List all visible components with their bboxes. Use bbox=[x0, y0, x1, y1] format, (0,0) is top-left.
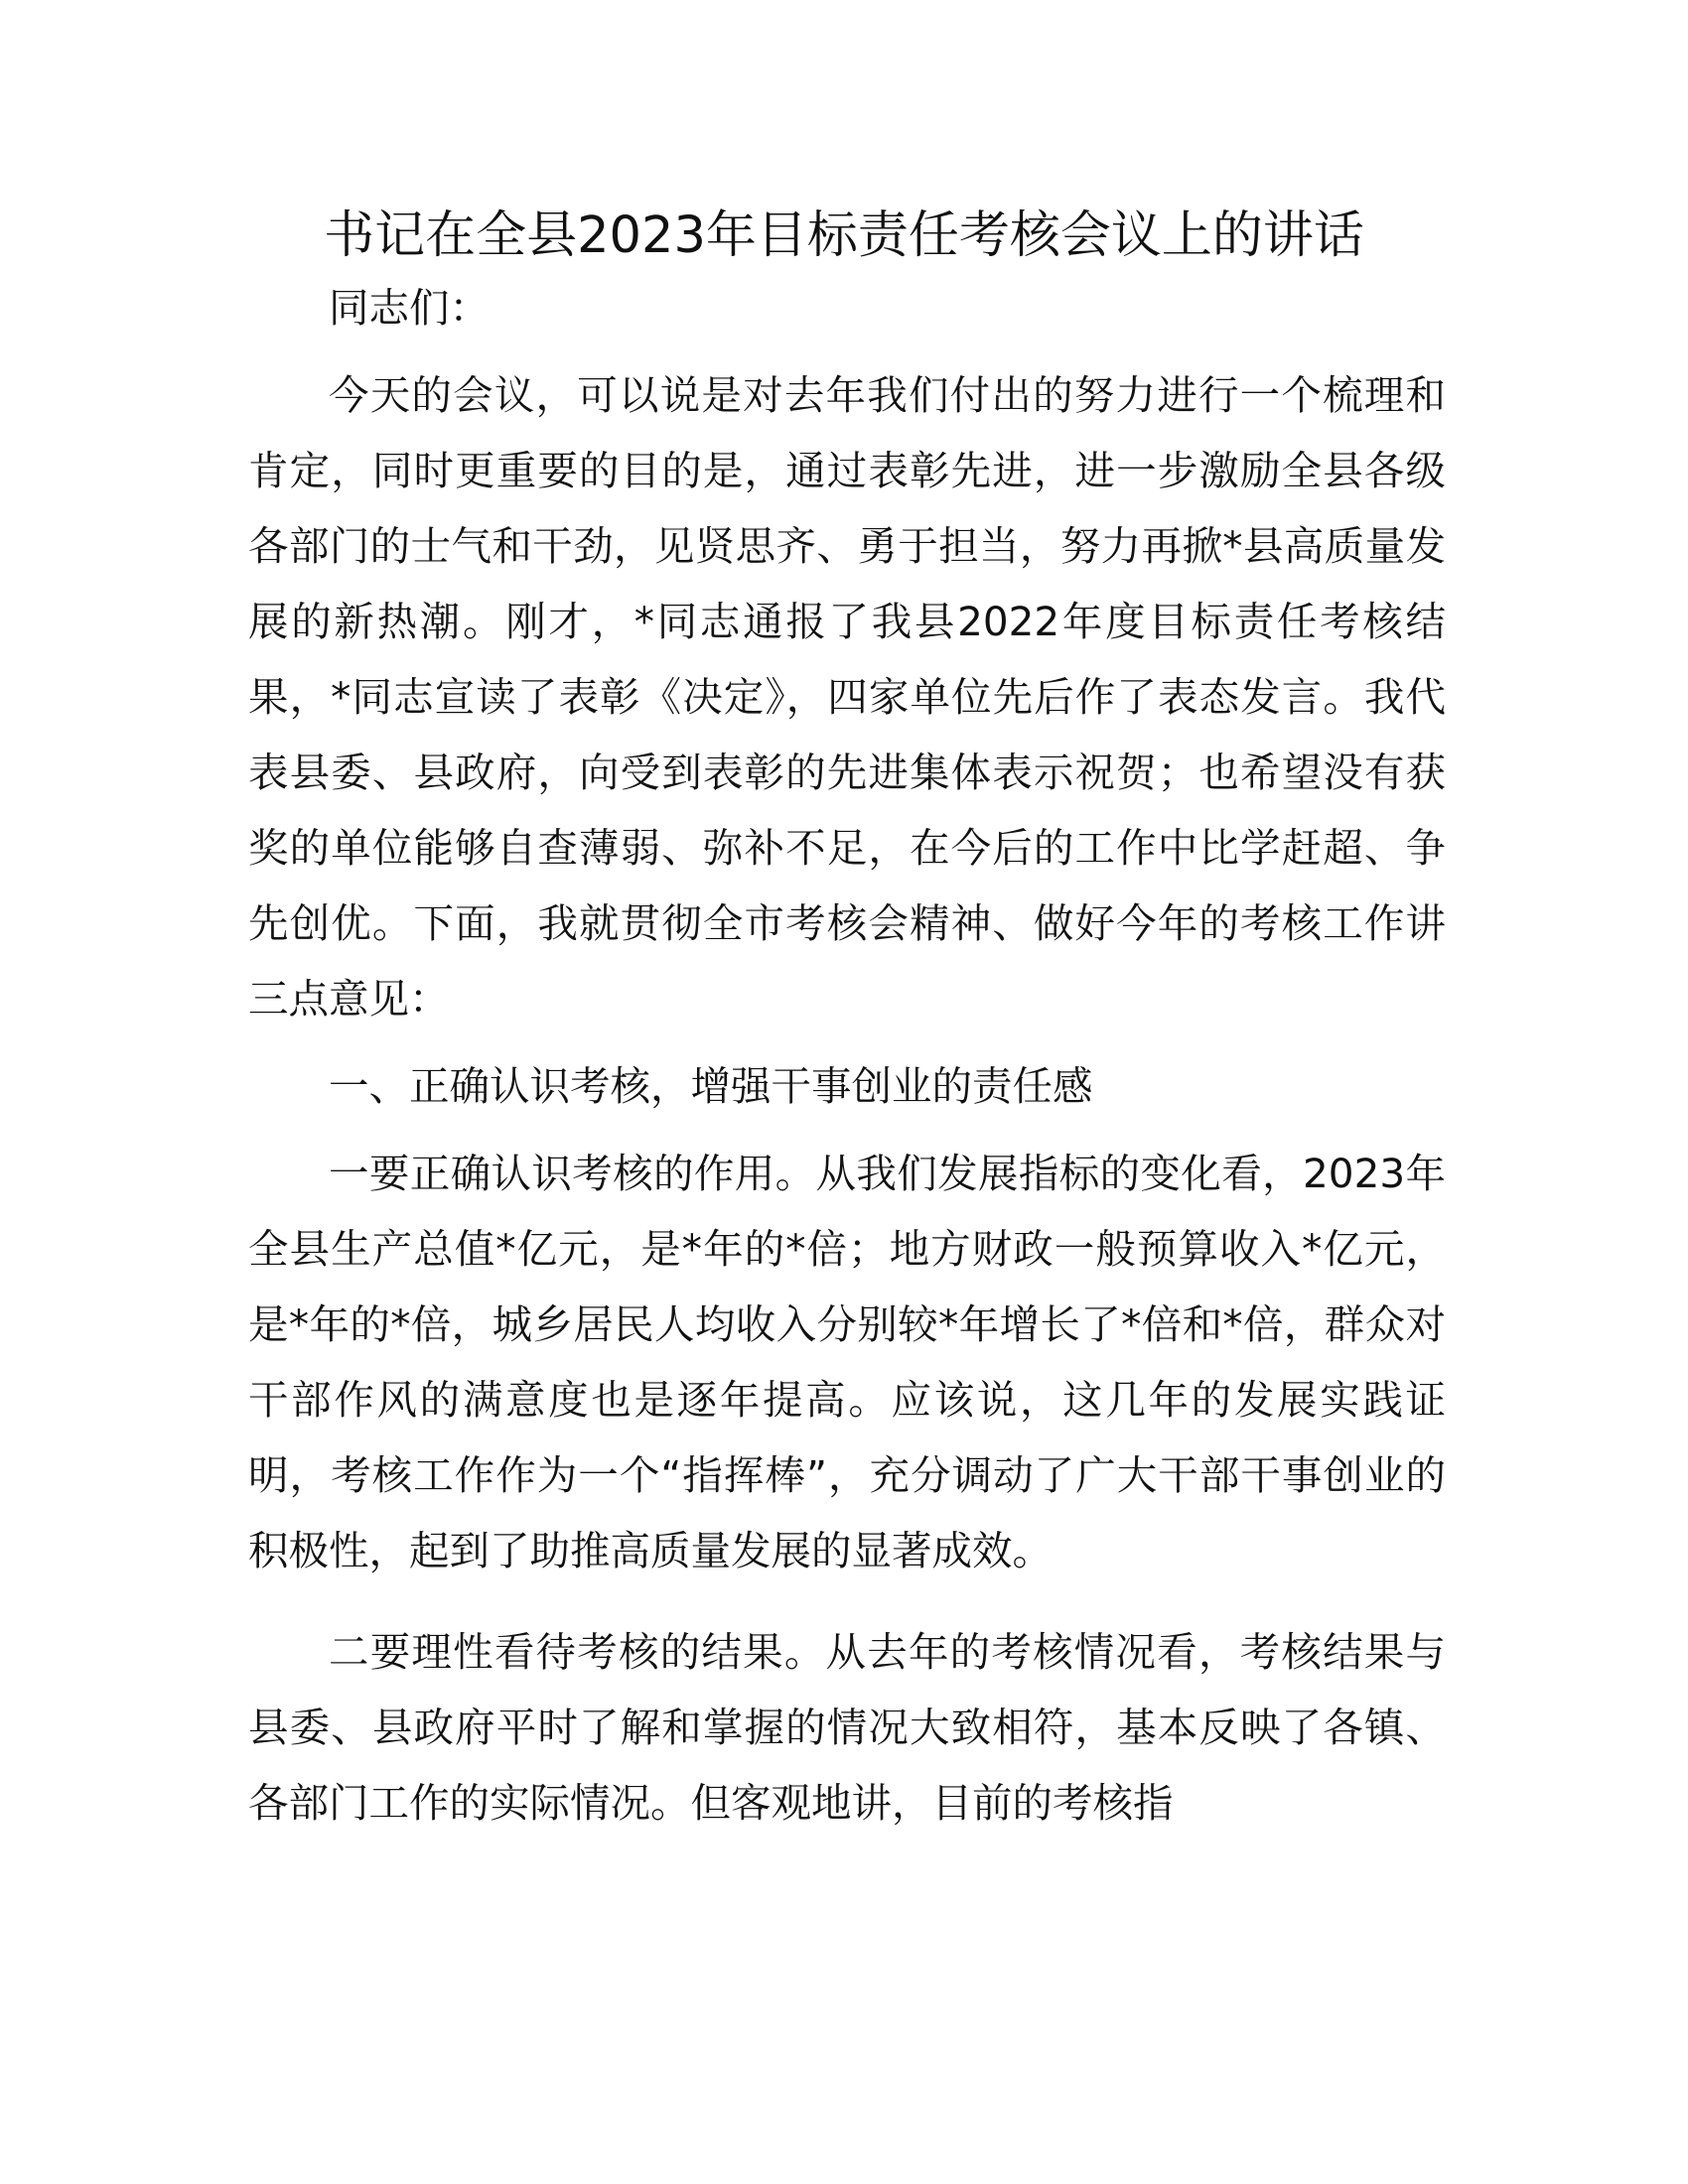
document-body bbox=[248, 270, 1446, 1841]
section-heading-1: 一、正确认识考核，增强干事创业的责任感 bbox=[329, 1062, 1093, 1110]
salutation: 同志们： bbox=[329, 284, 490, 332]
paragraph-assessment-results: 二要理性看待考核的结果。从去年的考核情况看，考核结果与县委、县政府平时了解和掌握的情况大致相符，基本反映了各镇、各部门工作的实际情况。但客观地讲，目前的考核指 bbox=[248, 1628, 1446, 1827]
paragraph-intro: 今天的会议，可以说是对去年我们付出的努力进行一个梳理和肯定，同时更重要的目的是，通过表彰先进，进一步激励全县各级各部门的士气和干劲，见贤思齐、勇于担当，努力再掀*县高质量发展的新热潮。刚才，*同志通报了我县2022年度目标责任考核结果，*同志宣读了表彰《决定》，四家单位先后作了表态发言。我代表县委、县政府，向受到表彰的先进集体表示祝贺；也希望没有获奖的单位能够自查薄弱、弥补不足，在今后的工作中比学赶超、争先创优。下面，我就贯彻全市考核会精神、做好今年的考核工作讲三点意见： bbox=[248, 371, 1446, 1023]
document-title: 书记在全县2023年目标责任考核会议上的讲话 bbox=[324, 206, 1364, 265]
paragraph-role-of-assessment: 一要正确认识考核的作用。从我们发展指标的变化看，2023年全县生产总值*亿元，是*年的*倍；地方财政一般预算收入*亿元，是*年的*倍，城乡居民人均收入分别较*年增长了*倍和*倍，群众对干部作风的满意度也是逐年提高。应该说，这几年的发展实践证明，考核工作作为一个“指挥棒”，充分调动了广大干部干事创业的积极性，起到了助推高质量发展的显著成效。 bbox=[248, 1150, 1446, 1574]
